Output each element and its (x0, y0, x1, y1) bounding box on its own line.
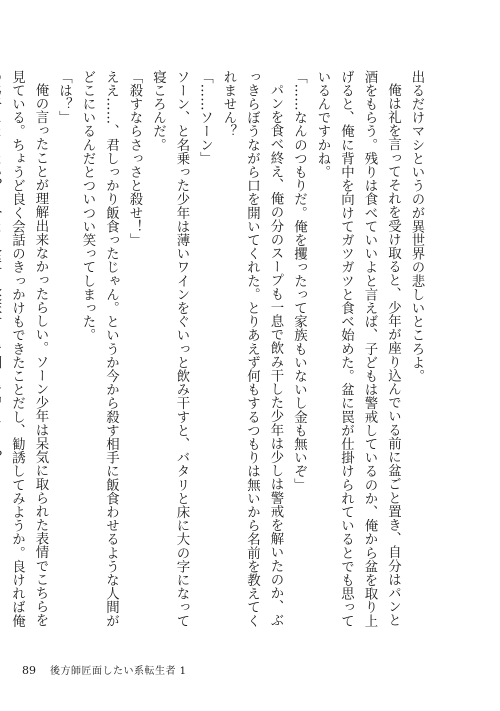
paragraph-2: 俺は礼を言ってそれを受け取ると、少年が座り込んでいる前に盆ごと置き、自分はパンと酒をもらう。残りは食べていいよと言えば、子どもは警戒しているのか、俺から盆を取り上げると、俺に背中を向けてガツガツと食べ始めた。盆に罠が仕掛けられているとでも思っているんですかね。 (315, 70, 401, 628)
paragraph-4: パンを食べ終え、俺の分のスープも一息で飲み干した少年は少しは警戒を解いたのか、ぶっきらぼうながら口を開いてくれた。とりあえず何もするつもりは無いから名前を教えてくれません？ (221, 70, 283, 628)
paragraph-9: 「は？」 (56, 70, 72, 125)
paragraph-8: ええ……、君しっかり飯食ったじゃん。というか今から殺す相手に飯食わせるような人間がどこにいるんだとついつい笑ってしまった。 (80, 70, 119, 628)
paragraph-6: ソーン、と名乗った少年は薄いワインをぐいっと飲み干すと、バタリと床に大の字になって寝ころんだ。 (150, 70, 189, 628)
body-text (9, 70, 428, 630)
paragraph-5: 「……ソーン」 (197, 70, 213, 166)
paragraph-7: 「殺すならさっさと殺せ！」 (127, 70, 142, 247)
book-title: 後方師匠面したい系転生者 1 (50, 666, 187, 677)
paragraph-1: 出るだけマシというのが異世界の悲しいところよ。 (409, 70, 424, 383)
page-footer (22, 662, 187, 677)
paragraph-3: 「……なんのつもりだ。俺を攫ったって家族もいないし金も無いぞ」 (291, 70, 307, 492)
paragraph-10: 俺の言ったことが理解出来なかったらしい。ソーン少年は呆気に取られた表情でこちらを見ている。ちょうど良く会話のきっかけもできたことだし、勧誘してみようか。良ければ俺 (9, 70, 48, 628)
page-number: 89 (22, 664, 36, 677)
